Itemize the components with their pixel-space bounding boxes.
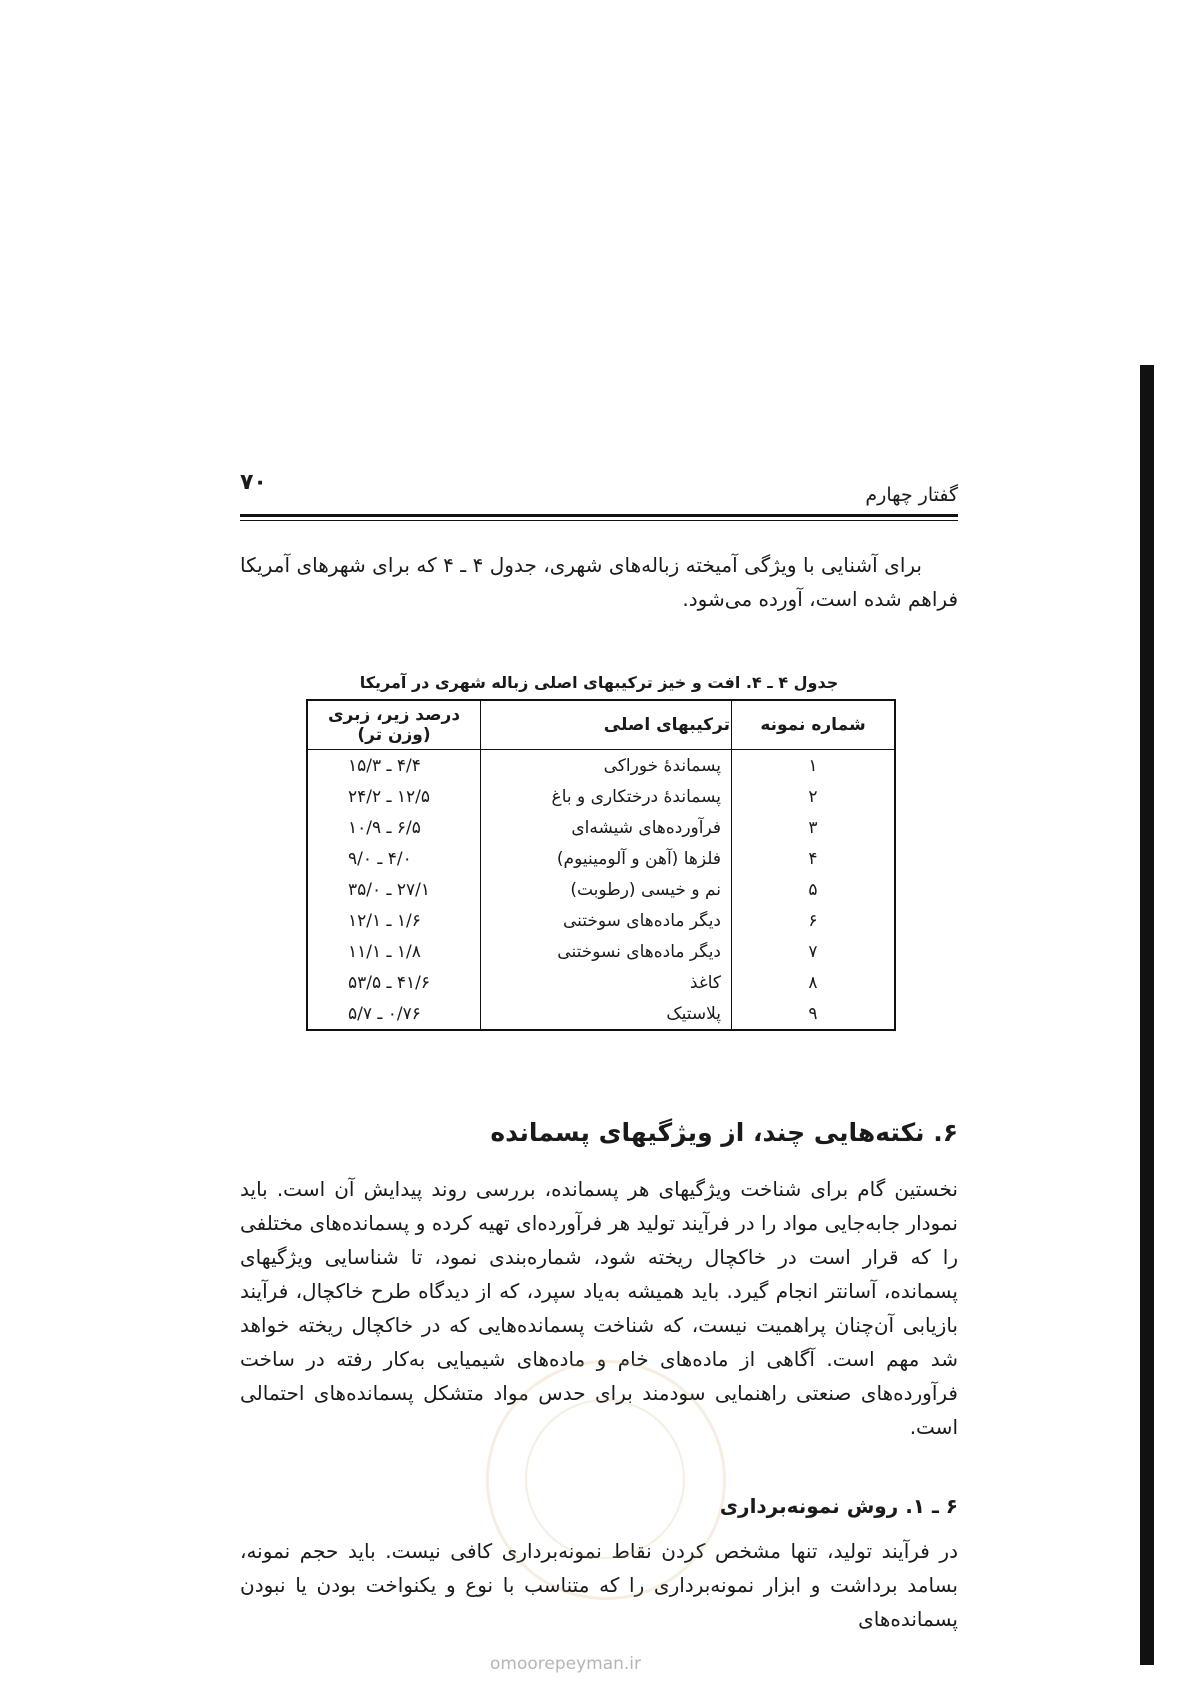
row-range: ۱/۸ ـ ۱۱/۱ xyxy=(307,936,481,967)
intro-paragraph: برای آشنایی با ویژگی آمیخته زباله‌های شهری، جدول ۴ ـ ۴ که برای شهرهای آمریکا فراهم شده است، آورده می‌شود. xyxy=(240,553,958,611)
row-range: ۴/۴ ـ ۱۵/۳ xyxy=(307,750,481,782)
row-component: فرآورده‌های شیشه‌ای xyxy=(481,812,732,843)
row-number: ۹ xyxy=(732,998,896,1030)
table-caption: جدول ۴ ـ ۴. افت و خیز ترکیبهای اصلی زباله شهری در آمریکا xyxy=(359,673,839,692)
row-number: ۱ xyxy=(732,750,896,782)
header-number: شماره نمونه xyxy=(732,700,896,750)
row-component: کاغذ xyxy=(481,967,732,998)
row-range: ۱/۶ ـ ۱۲/۱ xyxy=(307,905,481,936)
table-row xyxy=(307,781,895,812)
table-row xyxy=(307,905,895,936)
table-row xyxy=(307,967,895,998)
row-number: ۲ xyxy=(732,781,896,812)
row-component: پلاستیک xyxy=(481,998,732,1030)
table-row xyxy=(307,936,895,967)
row-number: ۵ xyxy=(732,874,896,905)
row-component: پسماندهٔ خوراکی xyxy=(481,750,732,782)
header-rule-thick xyxy=(240,514,958,517)
row-component: پسماندهٔ درختکاری و باغ xyxy=(481,781,732,812)
header-rule-thin xyxy=(240,520,958,521)
row-range: ۱۲/۵ ـ ۲۴/۲ xyxy=(307,781,481,812)
table-row xyxy=(307,874,895,905)
watermark-url: omoorepeyman.ir xyxy=(490,1654,642,1674)
composition-table xyxy=(306,699,896,1031)
table-row xyxy=(307,998,895,1030)
subsection-heading: ۶ ـ ۱. روش نمونه‌برداری xyxy=(719,1494,958,1518)
chapter-title: گفتار چهارم xyxy=(865,484,958,506)
watermark-seal xyxy=(486,1360,726,1600)
scan-edge-bar xyxy=(1140,365,1154,1665)
row-number: ۳ xyxy=(732,812,896,843)
header-range: درصد زیر، زبری (وزن تر) xyxy=(307,700,481,750)
page-header xyxy=(240,470,958,514)
row-component: دیگر ماده‌های سوختنی xyxy=(481,905,732,936)
section-heading: ۶. نکته‌هایی چند، از ویژگیهای پسمانده xyxy=(490,1118,958,1147)
row-range: ۴۱/۶ ـ ۵۳/۵ xyxy=(307,967,481,998)
row-component: فلزها (آهن و آلومینیوم) xyxy=(481,843,732,874)
subsection-paragraph: در فرآیند تولید، تنها مشخص کردن نقاط نمونه‌برداری کافی نیست. باید حجم نمونه، بسامد برداشت و ابزار نمونه‌برداری را که متناسب با نوع و یکنواخت بودن یا نبودن پسمانده‌های xyxy=(240,1539,958,1631)
row-range: ۶/۵ ـ ۱۰/۹ xyxy=(307,812,481,843)
table-header-row xyxy=(307,700,895,750)
row-range: ۴/۰ ـ ۹/۰ xyxy=(307,843,481,874)
row-number: ۷ xyxy=(732,936,896,967)
section-paragraph: نخستین گام برای شناخت ویژگیهای هر پسمانده، بررسی روند پیدایش آن است. باید نمودار جابه‌جایی مواد را در فرآیند تولید هر فرآورده‌ای تهیه کرده و پسمانده‌های مختلفی را که قرار است در خاکچال ریخته شود، شماره‌بندی نمود، تا شناسایی ویژگیهای پسمانده، آسانتر انجام گیرد. باید همیشه به‌یاد سپرد، که از دیدگاه طرح خاکچال، فرآیند بازیابی آن‌چنان پراهمیت نیست، که شناخت پسمانده‌هایی که در خاکچال ریخته خواهد شد مهم است. آگاهی از ماده‌های خام و ماده‌های شیمیایی به‌کار رفته در ساخت فرآورده‌های صنعتی راهنمایی سودمند برای حدس مواد متشکل پسمانده‌های احتمالی است. xyxy=(240,1177,958,1439)
row-component: نم و خیسی (رطوبت) xyxy=(481,874,732,905)
row-number: ۴ xyxy=(732,843,896,874)
table-row xyxy=(307,750,895,782)
table-row xyxy=(307,812,895,843)
row-number: ۶ xyxy=(732,905,896,936)
row-range: ۲۷/۱ ـ ۳۵/۰ xyxy=(307,874,481,905)
header-component: ترکیبهای اصلی xyxy=(481,700,732,750)
row-number: ۸ xyxy=(732,967,896,998)
table-row xyxy=(307,843,895,874)
row-component: دیگر ماده‌های نسوختنی xyxy=(481,936,732,967)
page-number: ۷۰ xyxy=(240,470,267,495)
table-body xyxy=(307,750,895,1031)
row-range: ۰/۷۶ ـ ۵/۷ xyxy=(307,998,481,1030)
